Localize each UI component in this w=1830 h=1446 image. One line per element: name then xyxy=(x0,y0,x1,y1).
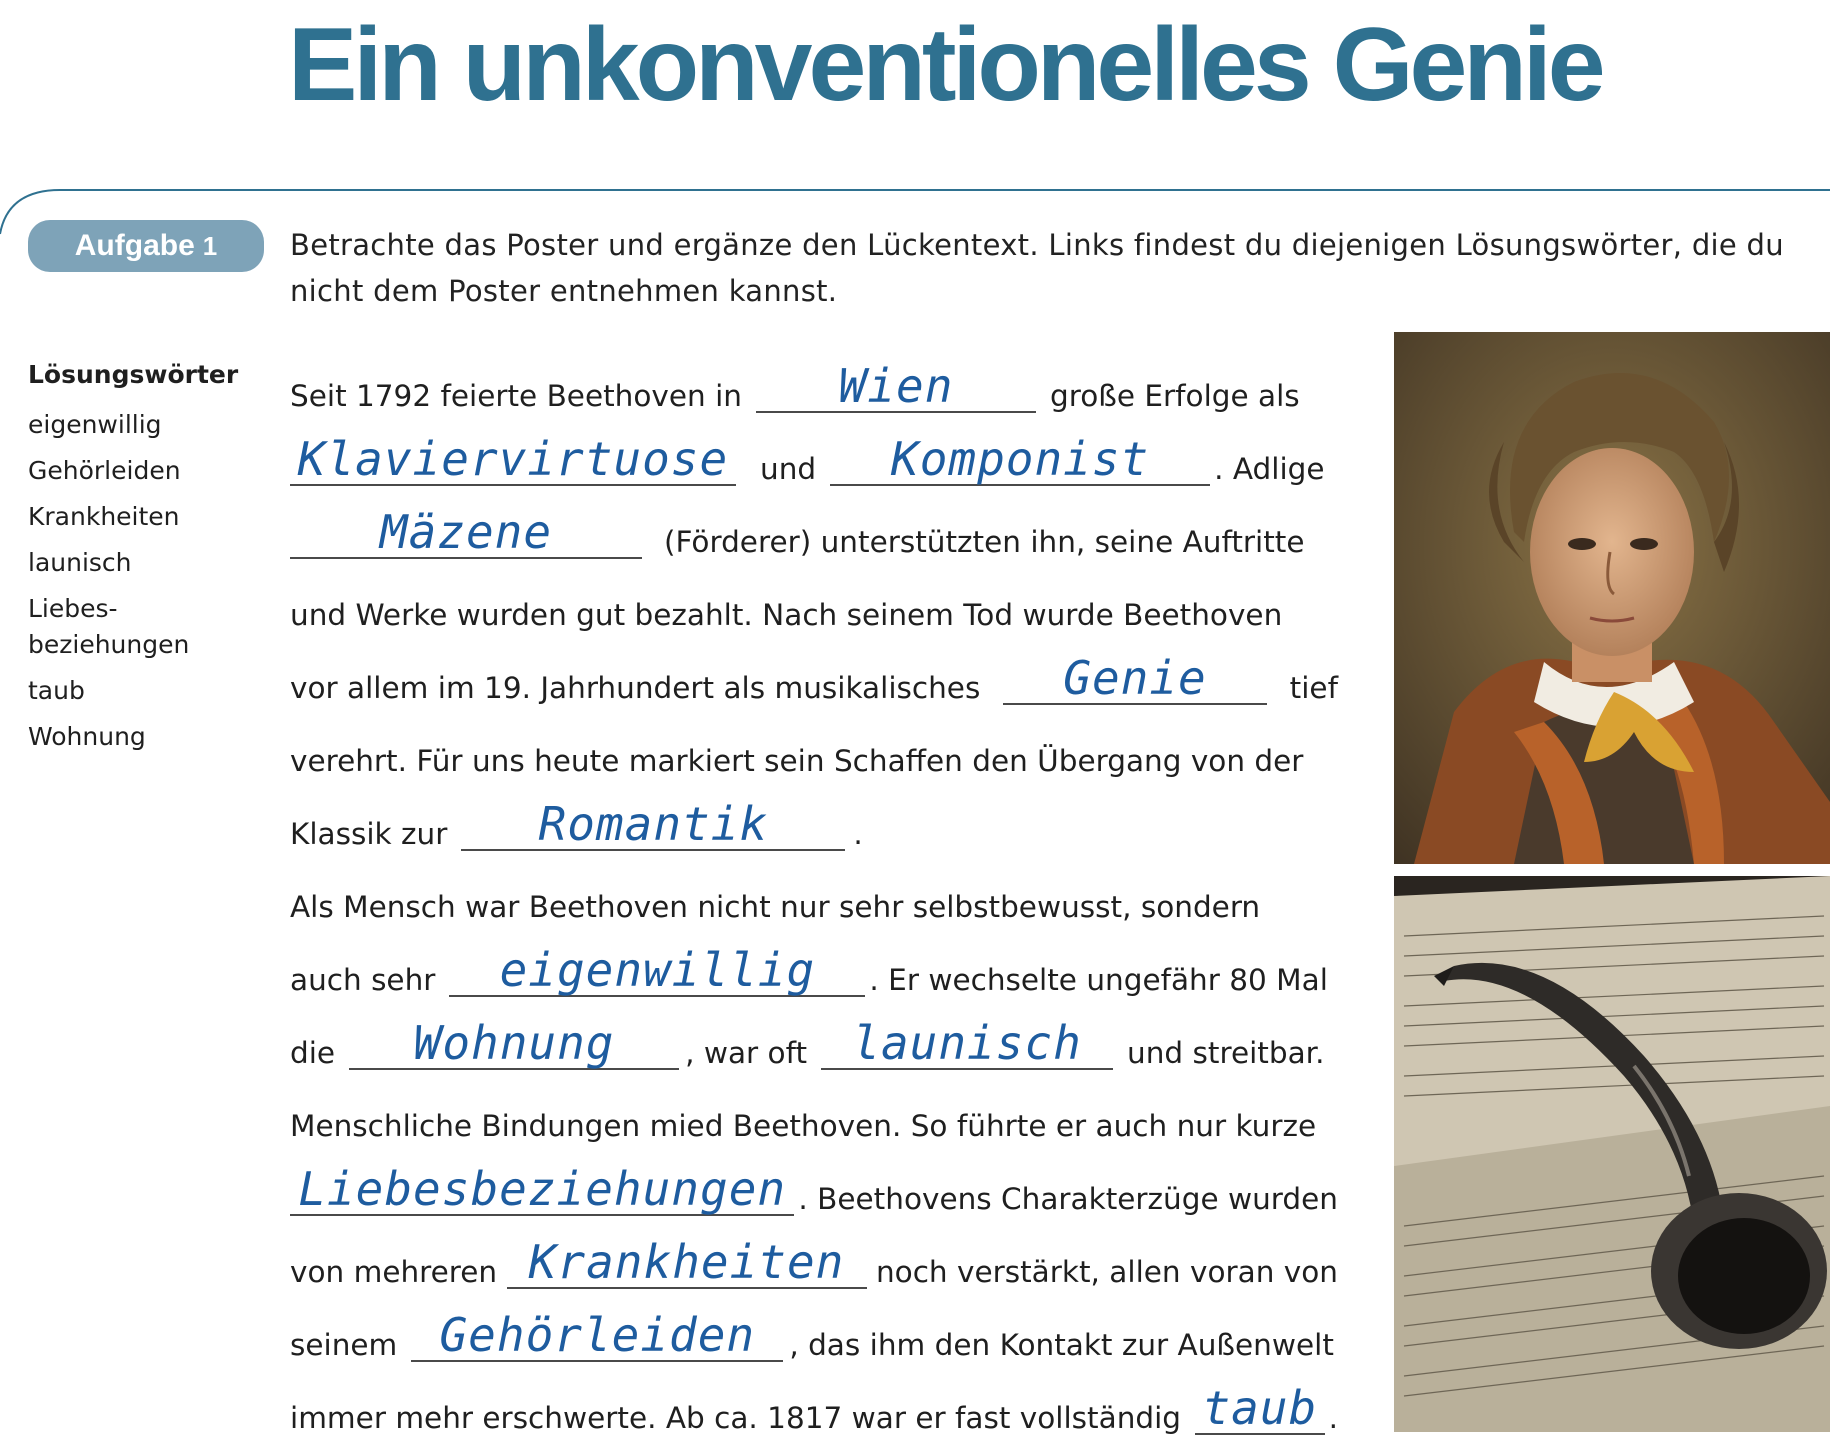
text-segment: tief xyxy=(1289,671,1338,705)
text-line xyxy=(290,705,1338,778)
text-segment: . xyxy=(853,817,863,851)
handwritten-answer: Gehörleiden xyxy=(439,1308,756,1362)
text-line xyxy=(290,413,1338,486)
text-segment: . Beethovens Charakterzüge wurden xyxy=(798,1182,1338,1216)
blank-field[interactable] xyxy=(290,1156,794,1216)
text-segment: Seit 1792 feierte Beethoven in xyxy=(290,379,742,413)
beethoven-portrait-image xyxy=(1394,332,1830,864)
solution-word-list xyxy=(28,360,248,765)
text-line xyxy=(290,340,1338,413)
text-line xyxy=(290,1289,1338,1362)
text-segment: und Werke wurden gut bezahlt. Nach seinem Tod wurde Beethoven xyxy=(290,598,1283,632)
text-segment: und xyxy=(760,452,817,486)
blank-field[interactable] xyxy=(290,426,736,486)
page-title: Ein unkonventionelles Genie xyxy=(288,7,1602,123)
text-segment: noch verstärkt, allen voran von xyxy=(875,1255,1338,1289)
text-segment: vor allem im 19. Jahrhundert als musikalisches xyxy=(290,671,981,705)
solution-word: Liebes- beziehungen xyxy=(28,594,190,659)
task-badge-number: 1 xyxy=(202,230,218,261)
solution-word-heading: Lösungswörter xyxy=(28,360,239,389)
handwritten-answer: launisch xyxy=(852,1016,1082,1070)
task-badge xyxy=(28,220,264,272)
handwritten-answer: Wohnung xyxy=(413,1016,615,1070)
blank-field[interactable] xyxy=(411,1302,783,1362)
blank-field[interactable] xyxy=(349,1010,679,1070)
solution-word: eigenwillig xyxy=(28,410,162,439)
text-segment: von mehreren xyxy=(290,1255,498,1289)
blank-field[interactable] xyxy=(1195,1375,1325,1435)
text-segment: und streitbar. xyxy=(1127,1036,1325,1070)
text-line xyxy=(290,1143,1338,1216)
text-segment: (Förderer) unterstützten ihn, seine Auftritte xyxy=(664,525,1305,559)
handwritten-answer: Wien xyxy=(838,359,954,413)
text-segment: . Er wechselte ungefähr 80 Mal xyxy=(869,963,1328,997)
text-segment: , war oft xyxy=(685,1036,808,1070)
handwritten-answer: Komponist xyxy=(891,432,1150,486)
text-segment: seinem xyxy=(290,1328,398,1362)
solution-word: launisch xyxy=(28,548,132,577)
blank-field[interactable] xyxy=(461,791,845,851)
task-badge-label: Aufgabe xyxy=(74,229,195,262)
handwritten-answer: Genie xyxy=(1063,651,1207,705)
text-line xyxy=(290,486,1338,559)
handwritten-answer: Klaviervirtuose xyxy=(297,432,729,486)
text-line xyxy=(290,924,1338,997)
text-line xyxy=(290,851,1338,924)
text-segment: große Erfolge als xyxy=(1050,379,1300,413)
text-line xyxy=(290,632,1338,705)
text-line xyxy=(290,778,1338,851)
handwritten-answer: Romantik xyxy=(538,797,769,851)
blank-field[interactable] xyxy=(290,499,642,559)
solution-word: taub xyxy=(28,676,85,705)
text-segment: . Adlige xyxy=(1214,452,1325,486)
task-instruction: Betrachte das Poster und ergänze den Lückentext. Links findest du diejenigen Lösungswörter, die du nicht dem Poster entnehmen kannst. xyxy=(290,228,1784,308)
text-line xyxy=(290,997,1338,1070)
solution-word: Gehörleiden xyxy=(28,456,181,485)
blank-field[interactable] xyxy=(507,1229,867,1289)
solution-word: Krankheiten xyxy=(28,502,180,531)
text-line xyxy=(290,559,1338,632)
text-segment: auch sehr xyxy=(290,963,436,997)
blank-field[interactable] xyxy=(1003,645,1267,705)
text-segment: Menschliche Bindungen mied Beethoven. So führte er auch nur kurze xyxy=(290,1109,1317,1143)
blank-field[interactable] xyxy=(830,426,1210,486)
text-line xyxy=(290,1070,1338,1143)
ear-trumpet-sheet-music-image xyxy=(1394,876,1830,1432)
text-segment: die xyxy=(290,1036,336,1070)
handwritten-answer: taub xyxy=(1202,1381,1318,1435)
handwritten-answer: eigenwillig xyxy=(499,943,816,997)
text-segment: , das ihm den Kontakt zur Außenwelt xyxy=(789,1328,1334,1362)
text-segment: immer mehr erschwerte. Ab ca. 1817 war er fast vollständig xyxy=(290,1401,1182,1435)
text-segment: Klassik zur xyxy=(290,817,448,851)
solution-word: Wohnung xyxy=(28,722,146,751)
text-segment: verehrt. Für uns heute markiert sein Schaffen den Übergang von der xyxy=(290,744,1304,778)
blank-field[interactable] xyxy=(821,1010,1113,1070)
text-segment: . xyxy=(1328,1401,1338,1435)
blank-field[interactable] xyxy=(449,937,865,997)
text-segment: Als Mensch war Beethoven nicht nur sehr selbstbewusst, sondern xyxy=(290,890,1261,924)
handwritten-answer: Mäzene xyxy=(379,505,553,559)
text-line xyxy=(290,1362,1338,1435)
blank-field[interactable] xyxy=(756,353,1036,413)
handwritten-answer: Krankheiten xyxy=(528,1235,845,1289)
handwritten-answer: Liebesbeziehungen xyxy=(298,1162,787,1216)
text-line xyxy=(290,1216,1338,1289)
